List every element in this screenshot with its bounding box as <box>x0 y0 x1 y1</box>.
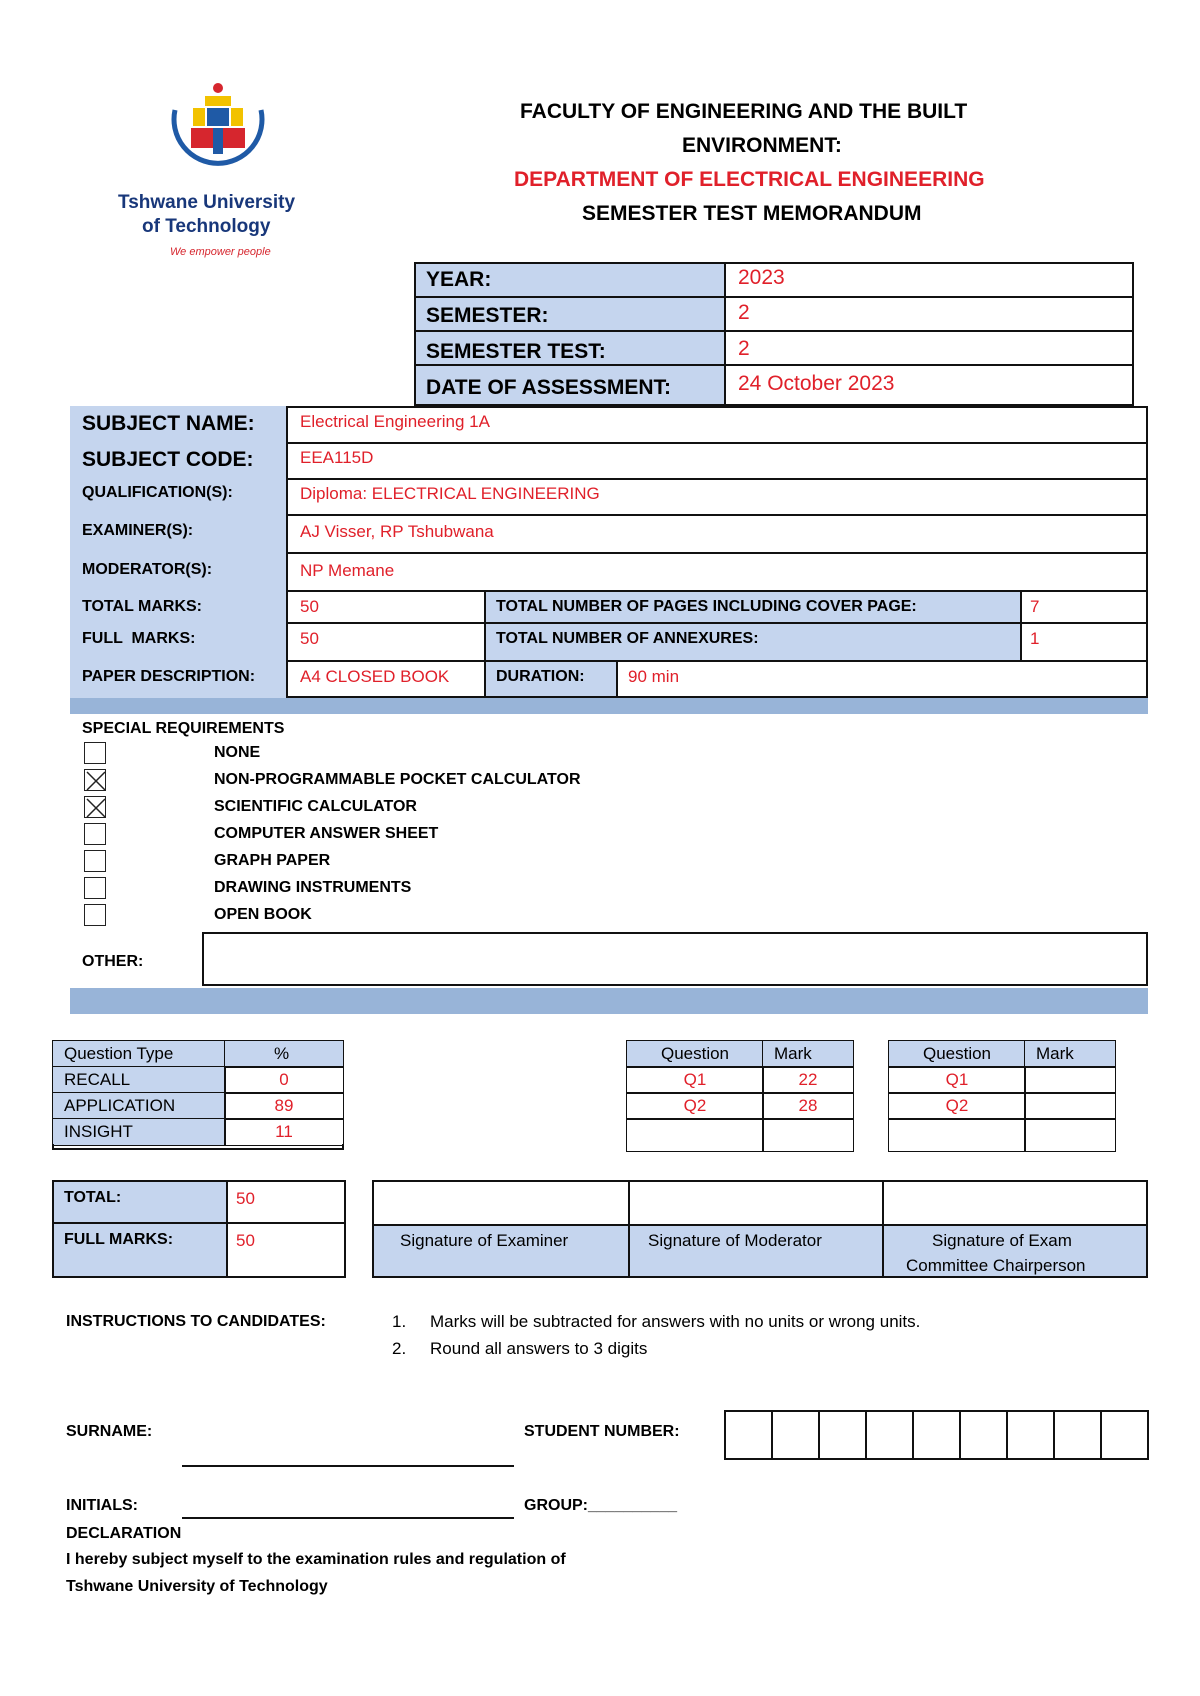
mt2-header-m: Mark <box>1036 1044 1074 1063</box>
pages-value: 7 <box>1030 597 1040 616</box>
logo-slogan: We empower people <box>170 246 271 258</box>
student-number-digit-box[interactable] <box>724 1410 773 1460</box>
student-number-digit-box[interactable] <box>959 1410 1008 1460</box>
mt2-row-q-cell <box>888 1118 1026 1152</box>
qt-row-type: INSIGHT <box>64 1122 133 1141</box>
mt1-row-m-cell[interactable] <box>762 1118 854 1152</box>
checkbox-label: OPEN BOOK <box>214 906 312 923</box>
paper-label: PAPER DESCRIPTION: <box>82 668 256 685</box>
declaration-line2: Tshwane University of Technology <box>66 1578 328 1595</box>
other-field[interactable] <box>202 932 1148 986</box>
subject-code-value: EEA115D <box>300 448 374 467</box>
subject-name-value: Electrical Engineering 1A <box>300 412 490 431</box>
qt-row-pct: 89 <box>274 1096 294 1115</box>
mt2-row-m-cell[interactable] <box>1024 1092 1116 1120</box>
header-department: DEPARTMENT OF ELECTRICAL ENGINEERING <box>514 168 985 191</box>
subject-name-label: SUBJECT NAME: <box>82 412 255 435</box>
student-number-digit-box[interactable] <box>1053 1410 1102 1460</box>
instruction-2-num: 2. <box>392 1339 407 1358</box>
group-field[interactable]: GROUP:__________ <box>524 1497 677 1514</box>
qt-row-type: RECALL <box>64 1070 131 1089</box>
totals-full-label: FULL MARKS: <box>64 1231 174 1248</box>
student-number-digit-box[interactable] <box>818 1410 867 1460</box>
full-marks-label: FULL MARKS: <box>82 630 196 647</box>
examiner-signature-box[interactable] <box>372 1180 630 1226</box>
year-value-cell <box>724 262 1134 298</box>
duration-label: DURATION: <box>496 668 585 685</box>
checkbox[interactable] <box>84 823 106 845</box>
totals-total-value: 50 <box>236 1189 255 1208</box>
mt1-row-q: Q1 <box>683 1070 707 1089</box>
examiner-value: AJ Visser, RP Tshubwana <box>300 522 494 541</box>
section-divider-top <box>70 698 1148 714</box>
totals-full-value: 50 <box>236 1231 255 1250</box>
student-number-digit-box[interactable] <box>912 1410 961 1460</box>
duration-value: 90 min <box>628 667 680 686</box>
moderator-signature-caption: Signature of Moderator <box>648 1231 822 1250</box>
moderator-value: NP Memane <box>300 561 395 580</box>
student-number-digit-box[interactable] <box>865 1410 914 1460</box>
test-value: 2 <box>738 337 750 360</box>
total-marks-label: TOTAL MARKS: <box>82 598 202 615</box>
checkbox-label: DRAWING INSTRUMENTS <box>214 879 412 896</box>
checkbox[interactable] <box>84 796 106 818</box>
header-faculty-line2: ENVIRONMENT: <box>682 134 842 157</box>
chair-signature-box[interactable] <box>882 1180 1148 1226</box>
mt2-row-q: Q2 <box>945 1096 969 1115</box>
mt1-header-q: Question <box>660 1044 730 1063</box>
university-logo <box>118 80 318 270</box>
instruction-1-text: Marks will be subtracted for answers with no units or wrong units. <box>430 1312 921 1331</box>
semester-label: SEMESTER: <box>426 304 549 327</box>
mt2-row-m-cell[interactable] <box>1024 1066 1116 1094</box>
checkbox-label: COMPUTER ANSWER SHEET <box>214 825 439 842</box>
annexures-value: 1 <box>1030 629 1040 648</box>
student-number-digit-box[interactable] <box>1006 1410 1055 1460</box>
mt1-row-q: Q2 <box>683 1096 707 1115</box>
qualification-value: Diploma: ELECTRICAL ENGINEERING <box>300 484 600 503</box>
checkbox-label: NONE <box>214 744 261 761</box>
total-marks-value: 50 <box>300 597 319 616</box>
checkbox-label: NON-PROGRAMMABLE POCKET CALCULATOR <box>214 771 581 788</box>
logo-name-line2: of Technology <box>142 216 271 237</box>
logo-name-line1: Tshwane University <box>118 192 296 213</box>
special-requirements-title: SPECIAL REQUIREMENTS <box>82 720 285 737</box>
qt-row-pct: 0 <box>279 1070 289 1089</box>
checkbox[interactable] <box>84 742 106 764</box>
student-number-digit-box[interactable] <box>771 1410 820 1460</box>
checkbox[interactable] <box>84 904 106 926</box>
mt1-row-m: 28 <box>798 1096 818 1115</box>
other-label: OTHER: <box>82 953 144 970</box>
moderator-signature-box[interactable] <box>628 1180 884 1226</box>
pages-label: TOTAL NUMBER OF PAGES INCLUDING COVER PAGE: <box>496 598 917 615</box>
mt2-row-m-cell[interactable] <box>1024 1118 1116 1152</box>
mt1-row-q-cell <box>626 1118 764 1152</box>
initials-line[interactable] <box>182 1517 514 1519</box>
mt2-header-q: Question <box>922 1044 992 1063</box>
declaration-title: DECLARATION <box>66 1525 182 1542</box>
initials-label: INITIALS: <box>66 1497 138 1514</box>
qualification-label: QUALIFICATION(S): <box>82 484 233 501</box>
qt-header-type: Question Type <box>64 1044 174 1063</box>
student-number-label: STUDENT NUMBER: <box>524 1423 680 1440</box>
subject-code-label: SUBJECT CODE: <box>82 448 254 471</box>
moderator-cell <box>286 552 1148 592</box>
paper-value: A4 CLOSED BOOK <box>300 667 450 686</box>
full-marks-value: 50 <box>300 629 319 648</box>
instruction-2-text: Round all answers to 3 digits <box>430 1339 648 1358</box>
surname-line[interactable] <box>182 1465 514 1467</box>
checkbox[interactable] <box>84 850 106 872</box>
checkbox[interactable] <box>84 877 106 899</box>
date-value: 24 October 2023 <box>738 372 895 395</box>
qt-header-pct: % <box>274 1044 290 1063</box>
surname-label: SURNAME: <box>66 1423 153 1440</box>
declaration-line1: I hereby subject myself to the examination rules and regulation of <box>66 1551 566 1568</box>
examiner-label: EXAMINER(S): <box>82 522 194 539</box>
semester-value-cell <box>724 296 1134 332</box>
year-label: YEAR: <box>426 268 492 291</box>
checkbox-label: GRAPH PAPER <box>214 852 331 869</box>
year-value: 2023 <box>738 266 785 289</box>
duration-value-cell <box>616 660 1148 698</box>
totals-total-label: TOTAL: <box>64 1189 122 1206</box>
checkbox[interactable] <box>84 769 106 791</box>
semester-value: 2 <box>738 301 750 324</box>
header-faculty-line1: FACULTY OF ENGINEERING AND THE BUILT <box>520 100 968 123</box>
date-label: DATE OF ASSESSMENT: <box>426 376 672 399</box>
qt-row-pct: 11 <box>275 1122 293 1141</box>
mt1-row-m: 22 <box>798 1070 818 1089</box>
examiner-signature-caption: Signature of Examiner <box>400 1231 569 1250</box>
qt-bottom-rule <box>52 1144 344 1150</box>
mt2-row-q: Q1 <box>945 1070 969 1089</box>
chair-signature-caption-line2: Committee Chairperson <box>906 1256 1086 1275</box>
logo-emblem-icon <box>163 80 273 180</box>
header-doc-type: SEMESTER TEST MEMORANDUM <box>582 202 922 225</box>
student-number-digit-box[interactable] <box>1100 1410 1149 1460</box>
chair-signature-caption-line1: Signature of Exam <box>932 1231 1072 1250</box>
section-divider-bottom <box>70 988 1148 1014</box>
instructions-label: INSTRUCTIONS TO CANDIDATES: <box>66 1313 326 1330</box>
moderator-label: MODERATOR(S): <box>82 561 213 578</box>
annexures-label: TOTAL NUMBER OF ANNEXURES: <box>496 630 759 647</box>
test-label: SEMESTER TEST: <box>426 340 606 363</box>
qt-row-type: APPLICATION <box>64 1096 176 1115</box>
instruction-1-num: 1. <box>392 1312 407 1331</box>
mt1-header-m: Mark <box>774 1044 812 1063</box>
checkbox-label: SCIENTIFIC CALCULATOR <box>214 798 417 815</box>
subject-code-cell <box>286 442 1148 480</box>
test-value-cell <box>724 330 1134 366</box>
